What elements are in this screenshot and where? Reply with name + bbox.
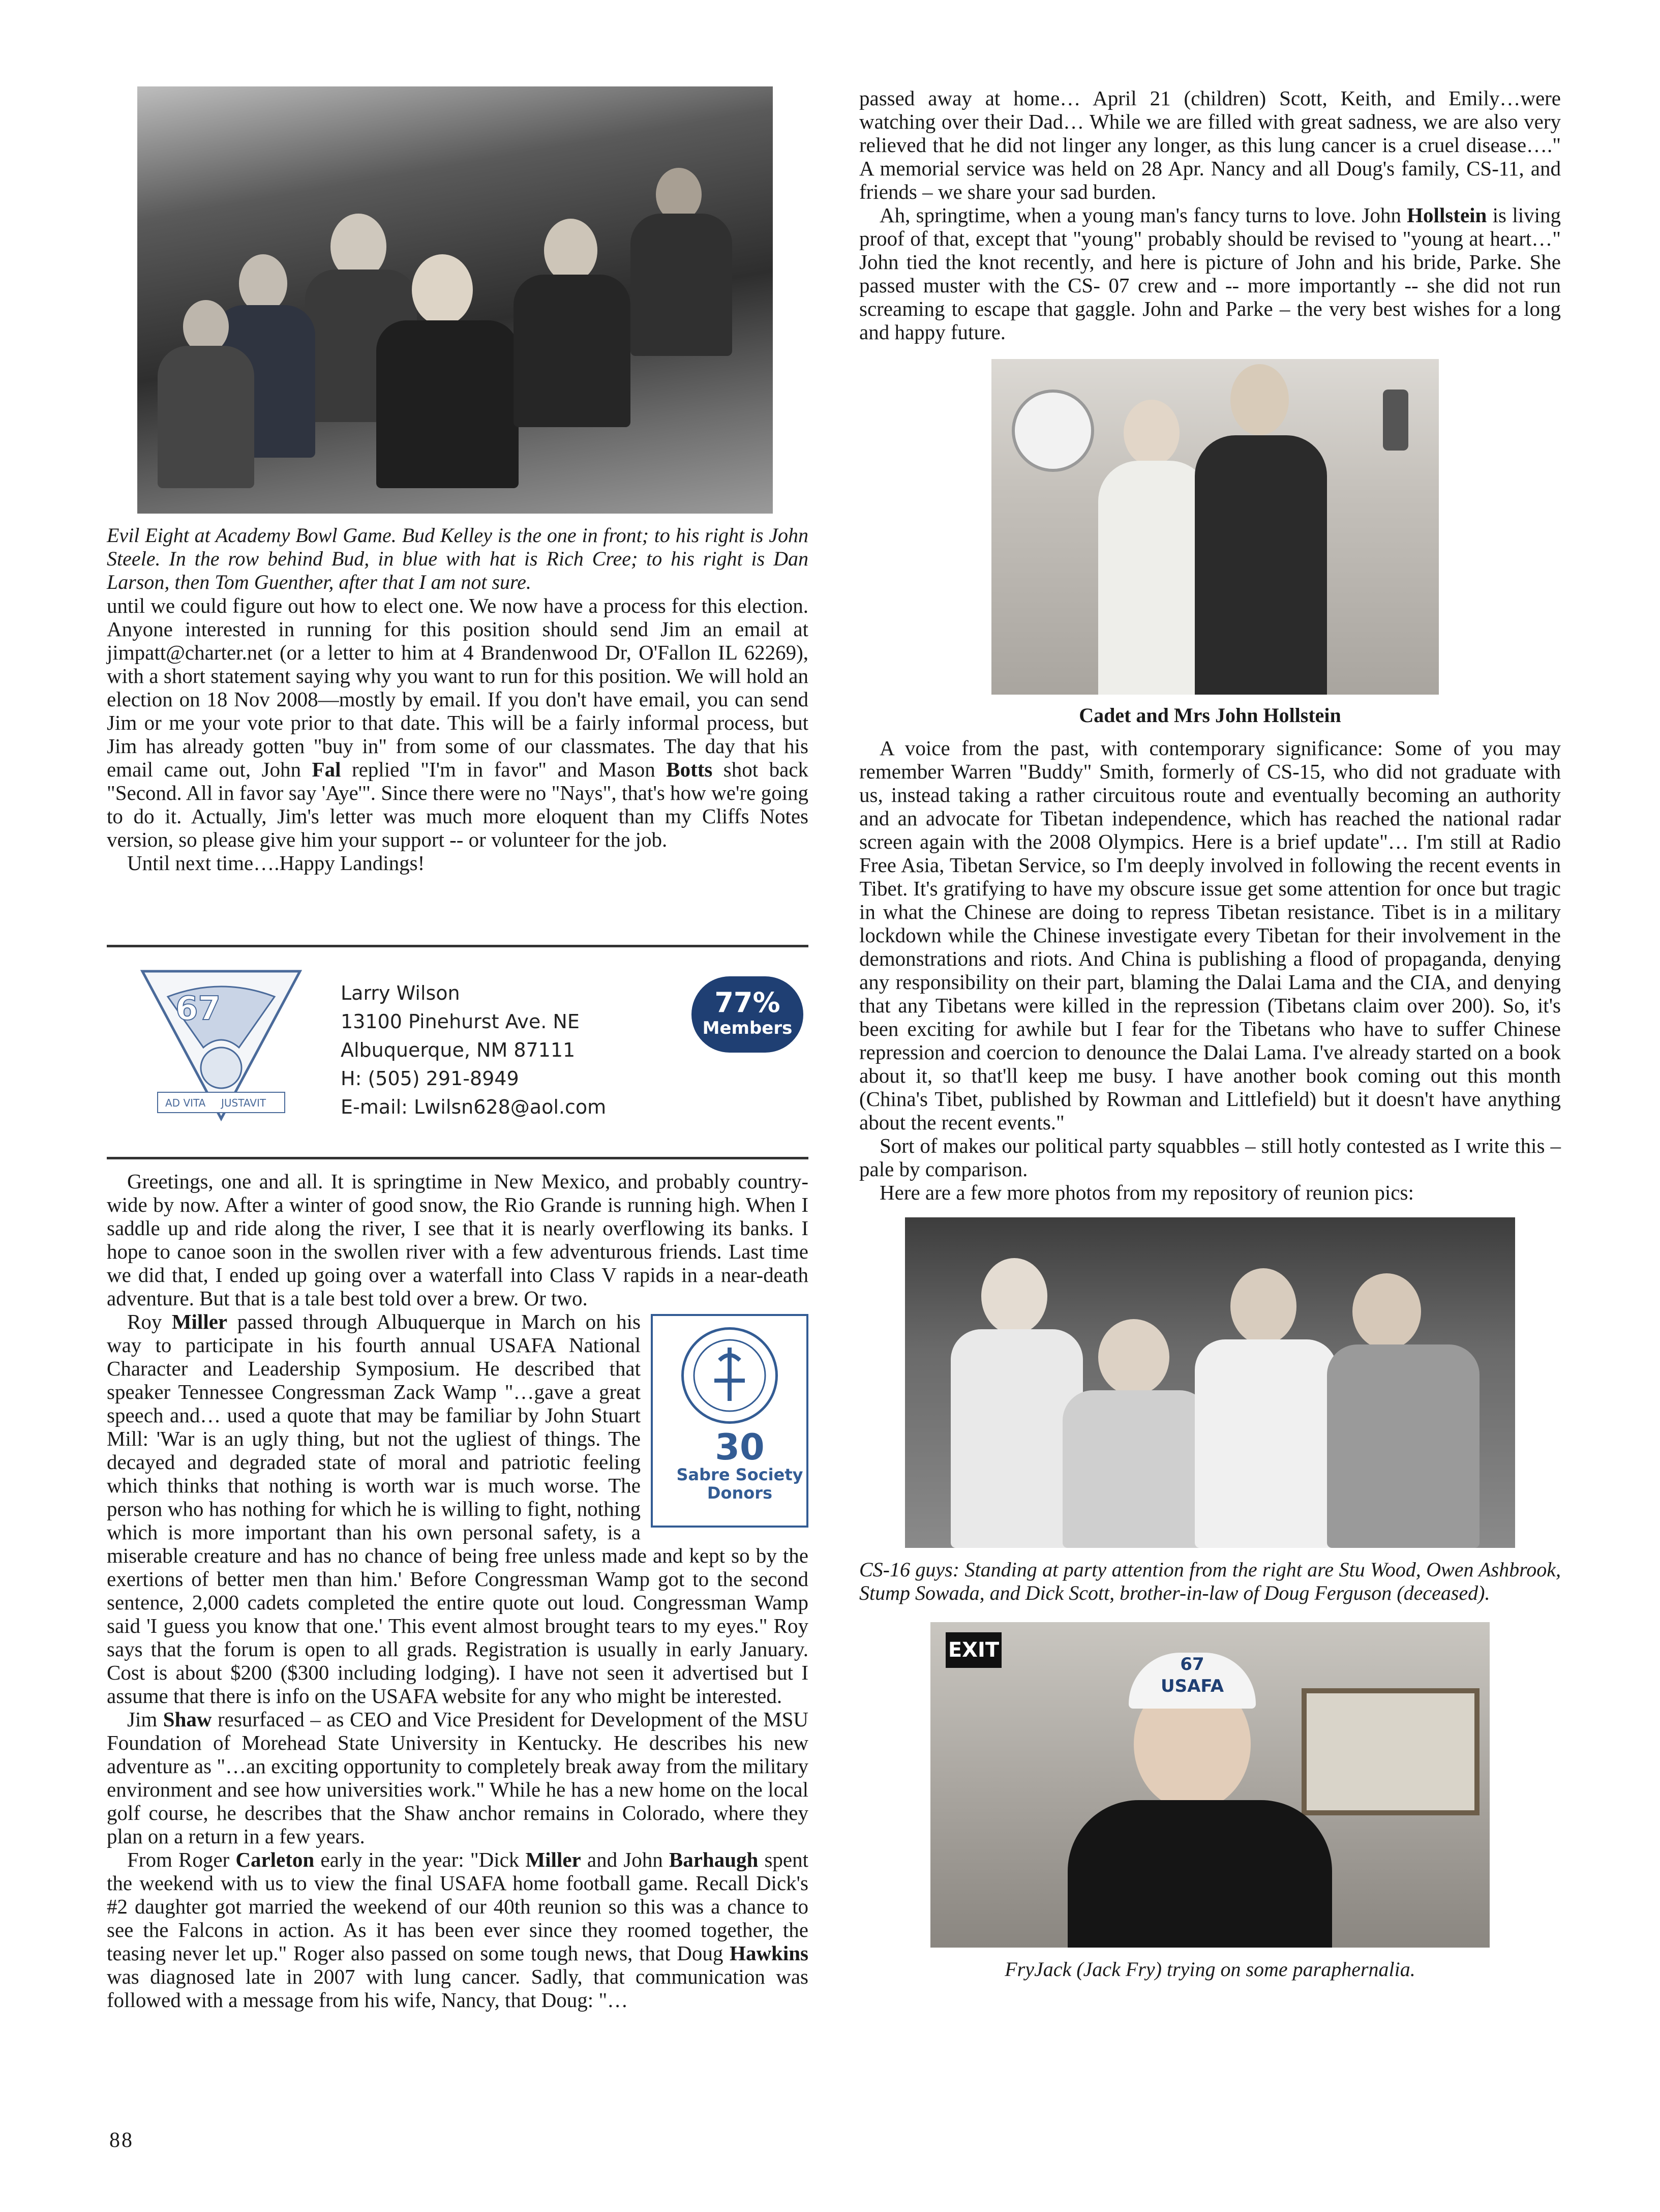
fryjack-photo: [930, 1622, 1490, 1948]
name-miller: Miller: [171, 1310, 228, 1333]
exit-sign: EXIT: [946, 1632, 1002, 1668]
crest-number: 67: [175, 990, 221, 1028]
membership-label: Members: [702, 1018, 793, 1038]
bowl-game-photo: [137, 86, 773, 514]
paragraph-miller: [107, 1310, 808, 1708]
cs16-caption: CS-16 guys: Standing at party attention from the right are Stu Wood, Owen Ashbrook, Stump Sowada, and Dick Scott, brother-in-law of Doug Ferguson (deceased).: [859, 1558, 1561, 1604]
sabre-society-box: [651, 1314, 808, 1528]
wedding-photo: [991, 359, 1439, 695]
sabre-donor-count: 30: [715, 1426, 765, 1468]
paragraph-shaw: [107, 1708, 808, 1848]
carleton-text-d: spent the weekend with us to view the final USAFA home football game. Recall Dick's #2 daughter got married the weekend of our 40th reunion so this was a chance to see the Falcons in action. As it has been ever since they roomed together, the teasing never let up." Roger also passed on some tough news, that Doug: [107, 1848, 809, 1965]
cap-number: 67: [1180, 1654, 1204, 1675]
sabre-seal-icon: [681, 1327, 778, 1424]
contact-address1: 13100 Pinehurst Ave. NE: [341, 1010, 580, 1033]
election-text-c: shot back "Second. All in favor say 'Aye'". Since there were no "Nays", that's how we're going to do it. Actually, Jim's letter was much more eloquent than my Cliffs Notes version, so please give him your support -- or volunteer for the job.: [107, 758, 809, 851]
contact-email: E-mail: Lwilsn628@aol.com: [341, 1096, 607, 1118]
contact-address2: Albuquerque, NM 87111: [341, 1039, 576, 1061]
election-text: until we could figure out how to elect one. We now have a process for this election. Anyone interested in running for this position should send Jim an email at jimpatt@charter.net (or a letter to him at 4 Brandenwood Dr, O'Fallon IL 62269), with a short statement saying why you want to run for this position. We will hold an election on 18 Nov 2008—mostly by email. If you don't have email, you can send Jim or me your vote prior to that date. This will be a fairly informal process, but Jim has already gotten "buy in" from some of our classmates. The day that his email came out, John: [107, 594, 808, 781]
name-carleton: Carleton: [235, 1848, 315, 1871]
paragraph-election: [107, 594, 808, 851]
contact-name: Larry Wilson: [341, 982, 460, 1004]
fryjack-caption: FryJack (Jack Fry) trying on some paraphernalia.: [1005, 1958, 1415, 1981]
hollstein-text-b: is living proof of that, except that "young" probably should be revised to "young at heart…" John tied the knot recently, and here is picture of John and his bride, Parke. She passed muster with the CS- 07 crew and -- more importantly -- she did not run screaming to escape that gaggle. John and Parke – the very best wishes for a long and happy future.: [859, 203, 1561, 344]
paragraph-carleton: [107, 1848, 808, 2012]
wedding-caption: Cadet and Mrs John Hollstein: [1079, 704, 1341, 727]
section-rule-bottom: [107, 1157, 808, 1159]
hollstein-text-a: Ah, springtime, when a young man's fancy turns to love. John: [880, 203, 1407, 227]
page-number: 88: [109, 2129, 134, 2152]
carleton-text-a: From Roger: [127, 1848, 236, 1871]
membership-percent: 77%: [714, 987, 780, 1019]
cs16-group-photo: [905, 1217, 1515, 1548]
name-botts: Botts: [666, 758, 713, 781]
left-column: [107, 86, 808, 875]
name-barhaugh: Barhaugh: [669, 1848, 759, 1871]
paragraph-smith: A voice from the past, with contemporary significance: Some of you may remember Warren "Buddy" Smith, formerly of CS-15, who did not graduate with us, instead taking a rather circuitous route and eventually becoming an authority and an advocate for Tibetan independence, which has reached the national radar screen again with the 2008 Olympics. Here is a brief update"… I'm still at Radio Free Asia, Tibetan Service, so I'm deeply involved in following the recent events in Tibet. It's gratifying to have my obscure issue get some attention for once but tragic in what the Chinese are doing to repress Tibetan resistance. Tibet is in a military lockdown while the Chinese investigate every Tibetan for their involvement in the demonstrations and riots. And China is publishing a flood of propaganda, denying any responsibility on their part, blaming the Dalai Lama and the CIA, and denying that any Tibetans were killed in the repression (Tibetans claim over 200). So, it's been exciting for awhile but I fear for the Tibetans who have to suffer Chinese repression and coercion to denounce the Dalai Lama. I've already started on a book about it, so that'll keep me busy. I have another book coming out this month (China's Tibet, published by Rowman and Littlefield) but it doesn't have anything about the recent events.": [859, 736, 1561, 1134]
miller-text-a: Roy: [127, 1310, 172, 1333]
section-rule-top: [107, 945, 808, 947]
carleton-text-b: early in the year: "Dick: [314, 1848, 526, 1871]
paragraph-hollstein: [859, 203, 1561, 344]
sabre-line2: Donors: [707, 1483, 773, 1503]
cap-text: USAFA: [1160, 1676, 1224, 1696]
carleton-text-e: was diagnosed late in 2007 with lung cancer. Sadly, that communication was followed with a message from his wife, Nancy, that Doug: "…: [107, 1965, 808, 2012]
carleton-text-c: and John: [581, 1848, 669, 1871]
paragraph-doug-continued: passed away at home… April 21 (children) Scott, Keith, and Emily…were watching over their Dad… While we are filled with great sadness, we are also very relieved that he did not linger any longer, as this lung cancer is a cruel disease…." A memorial service was held on 28 Apr. Nancy and all Doug's family, CS-11, and friends – we share your sad burden.: [859, 86, 1561, 203]
miller-text-b: passed through Albuquerque in March on his way to participate in his fourth annual USAFA National Character and Leadership Symposium. He described that speaker Tennessee Congressman Zack Wamp "…gave a great speech and… used a quote that may be familiar by John Stuart Mill: 'War is an ugly thing, but not the ugliest of things. The decayed and degraded state of moral and patriotic feeling which thinks that nothing is worth war is much worse. The person who has nothing for which he is willing to fight, nothing which is more important than his own personal safety, is a miserable creature and has no chance of being free unless made and kept so by the exertions of better men than him.' Before Congressman Wamp got to the second sentence, 2,000 cadets completed the entire quote out loud. Congressman Wamp said 'I guess you know that one.' This event almost brought tears to my eyes." Roy says that the forum is open to all grads. Registration is usually in early January. Cost is about $200 ($300 including lodging). I have not seen it advertised but I assume that there is info on the USAFA website for any who might be interested.: [107, 1310, 808, 1708]
paragraph-photos-intro: Here are a few more photos from my repository of reunion pics:: [880, 1181, 1414, 1204]
eagle-crest-icon: [137, 966, 305, 1129]
class-67-header: [107, 961, 808, 1144]
shaw-text-a: Jim: [127, 1708, 163, 1731]
signoff: Until next time….Happy Landings!: [127, 851, 425, 875]
crest-motto-mid: JUSTAVIT: [221, 1097, 266, 1109]
sabre-line1: Sabre Society: [676, 1465, 803, 1484]
right-column: [859, 86, 1561, 1981]
name-hawkins: Hawkins: [730, 1941, 808, 1965]
name-shaw: Shaw: [163, 1708, 212, 1731]
bowl-game-caption: Evil Eight at Academy Bowl Game. Bud Kelley is the one in front; to his right is John Steele. In the row behind Bud, in blue with hat is Rich Cree; to his right is Dan Larson, then Tom Guenther, after that I am not sure.: [107, 524, 808, 593]
left-column-lower: [107, 1170, 808, 2012]
membership-badge: [691, 976, 803, 1053]
name-fal: Fal: [312, 758, 341, 781]
election-text-b: replied "I'm in favor" and Mason: [341, 758, 667, 781]
name-hollstein: Hollstein: [1407, 203, 1487, 227]
crest-motto-left: AD VITA: [165, 1097, 206, 1109]
paragraph-squabbles: Sort of makes our political party squabbles – still hotly contested as I write this – pale by comparison.: [859, 1134, 1561, 1181]
paragraph-greetings: Greetings, one and all. It is springtime in New Mexico, and probably country-wide by now. After a winter of good snow, the Rio Grande is running high. When I saddle up and ride along the river, I see that it is nearly overflowing its banks. I hope to canoe soon in the swollen river with a few adventurous friends. Last time we did that, I ended up going over a waterfall into Class V rapids in a near-death adventure. But that is a tale best told over a brew. Or two.: [107, 1170, 808, 1310]
shaw-text-b: resurfaced – as CEO and Vice President for Development of the MSU Foundation of Morehead State University in Kentucky. He describes his new adventure as "…an exciting opportunity to completely break away from the military environment and see how universities work." While he has a new home on the local golf course, he describes that the Shaw anchor remains in Colorado, where they plan on a return in a few years.: [107, 1708, 808, 1848]
class-67-crest: [137, 966, 305, 1129]
name-miller-2: Miller: [525, 1848, 581, 1871]
contact-phone: H: (505) 291-8949: [341, 1067, 519, 1090]
class-contact: [341, 979, 606, 1121]
